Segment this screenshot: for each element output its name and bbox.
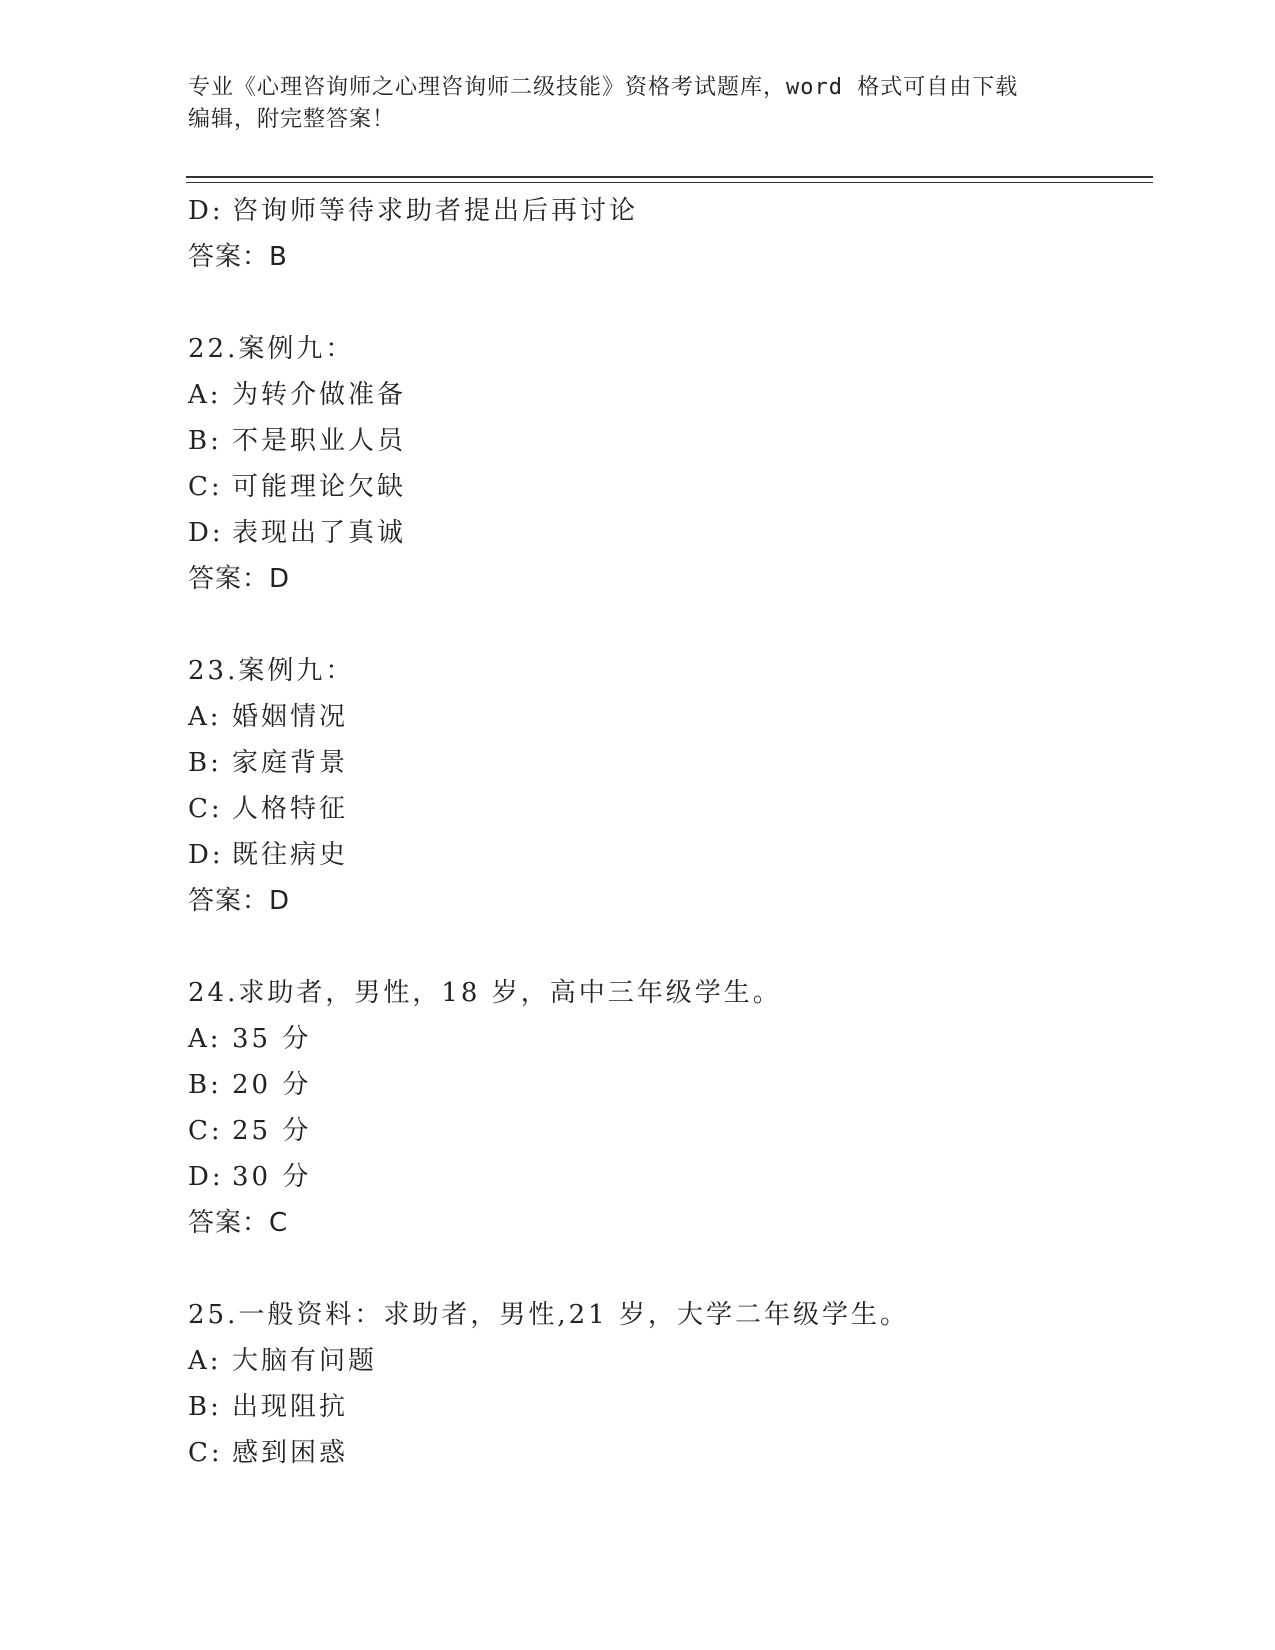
question-list <box>188 188 1148 1476</box>
option-text: 家庭背景 <box>232 748 349 778</box>
option-row <box>188 188 1148 234</box>
option-letter: D: <box>188 840 224 870</box>
option-row <box>188 1016 1148 1062</box>
option-letter: C: <box>188 472 223 502</box>
option-text: 感到困惑 <box>232 1438 349 1468</box>
option-text: 婚姻情况 <box>232 702 349 732</box>
answer-line: 答案：C <box>188 1208 289 1238</box>
option-letter: D: <box>188 196 224 226</box>
answer-line: 答案：B <box>188 242 288 272</box>
option-row <box>188 372 1148 418</box>
option-letter: D: <box>188 518 224 548</box>
document-header <box>188 72 1088 136</box>
answer-line: 答案：D <box>188 564 291 594</box>
question-stem: 25.一般资料：求助者，男性,21 岁，大学二年级学生。 <box>188 1300 909 1330</box>
option-row <box>188 1430 1148 1476</box>
option-letter: C: <box>188 1438 223 1468</box>
option-row <box>188 1154 1148 1200</box>
option-text: 不是职业人员 <box>232 426 407 456</box>
header-line-2: 编辑，附完整答案！ <box>188 107 396 132</box>
option-letter: B: <box>188 1392 222 1422</box>
option-letter: A: <box>188 1346 222 1376</box>
option-row <box>188 1108 1148 1154</box>
option-row <box>188 418 1148 464</box>
option-text: 出现阻抗 <box>232 1392 349 1422</box>
option-text: 既往病史 <box>232 840 349 870</box>
option-letter: A: <box>188 1024 222 1054</box>
option-row <box>188 832 1148 878</box>
option-letter: C: <box>188 794 223 824</box>
option-letter: A: <box>188 702 222 732</box>
question-stem: 22.案例九： <box>188 334 355 364</box>
option-row <box>188 1384 1148 1430</box>
option-text: 人格特征 <box>232 794 349 824</box>
option-letter: D: <box>188 1162 224 1192</box>
option-text: 20 分 <box>232 1070 312 1100</box>
option-row <box>188 786 1148 832</box>
option-text: 咨询师等待求助者提出后再讨论 <box>232 196 639 226</box>
option-letter: A: <box>188 380 222 410</box>
option-letter: B: <box>188 1070 222 1100</box>
header-divider-thick <box>186 176 1153 178</box>
option-row <box>188 694 1148 740</box>
option-row <box>188 510 1148 556</box>
option-row <box>188 740 1148 786</box>
header-line-1: 专业《心理咨询师之心理咨询师二级技能》资格考试题库，word 格式可自由下载 <box>188 75 1019 100</box>
option-text: 大脑有问题 <box>232 1346 378 1376</box>
question-stem: 23.案例九： <box>188 656 355 686</box>
option-row <box>188 1338 1148 1384</box>
answer-line: 答案：D <box>188 886 291 916</box>
header-divider-thin <box>186 182 1153 183</box>
option-letter: C: <box>188 1116 223 1146</box>
option-text: 为转介做准备 <box>232 380 407 410</box>
option-row <box>188 464 1148 510</box>
question-stem: 24.求助者，男性，18 岁，高中三年级学生。 <box>188 978 782 1008</box>
option-text: 25 分 <box>232 1116 312 1146</box>
option-text: 30 分 <box>232 1162 312 1192</box>
option-text: 可能理论欠缺 <box>232 472 407 502</box>
option-letter: B: <box>188 748 222 778</box>
option-text: 表现出了真诚 <box>232 518 407 548</box>
option-row <box>188 1062 1148 1108</box>
option-letter: B: <box>188 426 222 456</box>
option-text: 35 分 <box>232 1024 312 1054</box>
